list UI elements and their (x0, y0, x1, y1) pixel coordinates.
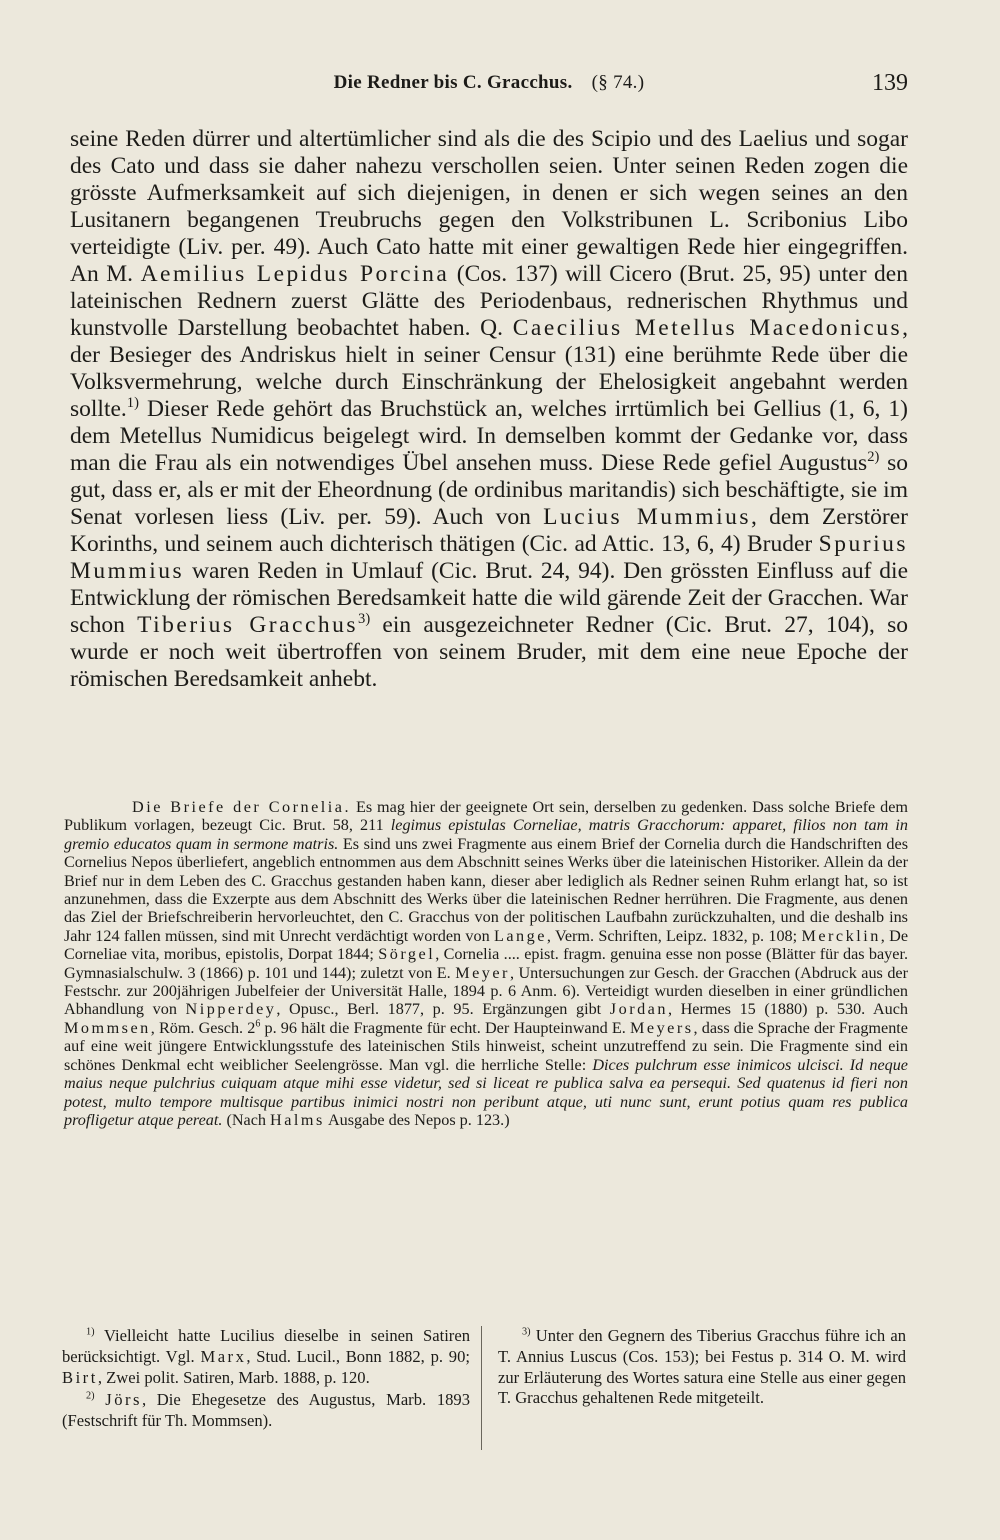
small-print-note (64, 798, 908, 1129)
footnote-2: $^{2)}$ Jörs, Die Ehegesetze des Augustus, Marb. 1893 (Festschrift für Th. Mommsen). (62, 1390, 471, 1431)
running-head-title: Die Redner bis C. Gracchus. (333, 72, 573, 93)
section-reference: (§ 74.) (591, 72, 645, 93)
spaced-name: Aemilius Lepidus Porcina (140, 261, 450, 287)
spaced-name: Caecilius Metellus Macedonicus (512, 315, 903, 341)
footnote-ref: 2) (867, 449, 880, 466)
footnotes-left-column (62, 1326, 470, 1434)
footnote-ref: 3) (358, 611, 371, 628)
footnote-ref: 1) (126, 395, 139, 412)
note-heading: Die Briefe der Cornelia. (132, 798, 352, 816)
page-number: 139 (872, 70, 908, 96)
main-paragraph: seine Reden dürrer und altertümlicher sind als die des Scipio und des Laelius und sogar des Cato und dass sie daher nahezu verschollen seien. Unter seinen Reden zogen die grösste Aufmerksamkeit auf sich diejenigen, in denen er sich wegen seines an den Lusitanern begangenen Treubruchs gegen den Volkstribunen L. Scribonius Libo verteidigte (Liv. per. 49). Auch Cato hatte mit einer gewaltigen Rede hier eingegriffen. An M. Aemilius Lepidus Porcina (Cos. 137) will Cicero (Brut. 25, 95) unter den lateinischen Rednern zuerst Glätte des Periodenbaus, rednerischen Rhythmus und kunstvolle Darstellung beobachtet haben. Q. Caecilius Metellus Macedonicus, der Besieger des Andriskus hielt in seiner Censur (131) eine berühmte Rede über die Volksvermehrung, welche durch Einschränkung der Ehelosigkeit angebahnt werden sollte.$^{1)}$ Dieser Rede gehört das Bruchstück an, welches irrtümlich bei Gellius (1, 6, 1) dem Metellus Numidicus beigelegt wird. In demselben kommt der Gedanke vor, dass man die Frau als ein notwendiges Übel ansehen muss. Diese Rede gefiel Augustus$^{2)}$ so gut, dass er, als er mit der Eheordnung (de ordinibus maritandis) sich beschäftigte, sie im Senat vorlesen liess (Liv. per. 59). Auch von Lucius Mummius, dem Zerstörer Korinths, und seinem auch dichterisch thätigen (Cic. ad Attic. 13, 6, 4) Bruder Spurius Mummius waren Reden in Umlauf (Cic. Brut. 24, 94). Den grössten Einfluss auf die Entwicklung der römischen Beredsamkeit hatte die wild gärende Zeit der Gracchen. War schon Tiberius Gracchus$^{3)}$ ein ausgezeichneter Redner (Cic. Brut. 27, 104), so wurde er noch weit übertroffen von seinem Bruder, mit dem eine neue Epoche der römischen Beredsamkeit anhebt. (70, 126, 908, 692)
note-paragraph: Die Briefe der Cornelia. Es mag hier der geeignete Ort sein, derselben zu gedenken. Dass solche Briefe dem Publikum vorlagen, bezeugt Cic. Brut. 58, 211 legimus epistulas Corneliae, matris Gracchorum: apparet, filios non tam in gremio educatos quam in sermone matris. Es sind uns zwei Fragmente aus einem Brief der Cornelia durch die Handschriften des Cornelius Nepos überliefert, angeblich entnommen aus dem Abschnitt seines Werks über die lateinischen Historiker. Allein da der Brief nur in dem Leben des C. Gracchus gestanden haben kann, dieser aber lediglich als Redner seinen Ruhm erlangt hat, so ist anzunehmen, dass die Exzerpte aus dem Abschnitt des Werks über die lateinischen Redner herrühren. Die Fragmente, aus denen das Ziel der Briefschreiberin hervorleuchtet, den C. Gracchus von der politischen Laufbahn zurückzuhalten, und die deshalb ins Jahr 124 fallen müssen, sind mit Unrecht verdächtigt worden von Lange, Verm. Schriften, Leipz. 1832, p. 108; Mercklin, De Corneliae vita, moribus, epistolis, Dorpat 1844; Sörgel, Cornelia .... epist. fragm. genuina esse non posse (Blätter für das bayer. Gymnasialschulw. 3 (1866) p. 101 und 144); zuletzt von E. Meyer, Untersuchungen zur Gesch. der Gracchen (Abdruck aus der Festschr. zur 200jährigen Jubelfeier der Universität Halle, 1894 p. 6 Anm. 6). Verteidigt wurden dieselben in einer gründlichen Abhandlung von Nipperdey, Opusc., Berl. 1877, p. 95. Ergänzungen gibt Jordan, Hermes 15 (1880) p. 530. Auch Mommsen, Röm. Gesch. $2^6$ p. 96 hält die Fragmente für echt. Der Haupteinwand E. Meyers, dass die Sprache der Fragmente auf eine weit jüngere Entwicklungsstufe des lateinischen Stils hinweist, scheint unzutreffend zu sein. Die Fragmente sind ein schönes Denkmal echt weiblicher Seelengrösse. Man vgl. die herrliche Stelle: Dices pulchrum esse inimicos ulcisci. Id neque maius neque pulchrius cuiquam atque mihi esse videtur, sed si liceat re publica salva ea persequi. Sed quatenus id fieri non potest, multo tempore multisque partibus inimici nostri non peribunt atque, uti nunc sunt, erunt potius quam res publica profligetur atque pereat. (Nach Halms Ausgabe des Nepos p. 123.) (64, 798, 909, 1129)
footnotes-right-column (498, 1326, 906, 1411)
latin-quote: Dices pulchrum esse inimicos ulcisci. Id neque maius neque pulchrius cuiquam atque mihi esse videtur, sed si liceat re publica salva ea persequi. Sed quatenus id fieri non potest, multo tempore multisque partibus inimici nostri non peribunt atque, uti nunc sunt, erunt potius quam res publica profligetur atque pereat. (64, 1055, 908, 1129)
column-divider (481, 1326, 482, 1450)
page-header (70, 68, 908, 104)
spaced-name: Tiberius Gracchus (137, 612, 359, 638)
main-text (70, 126, 908, 693)
footnote-1: $^{1)}$ Vielleicht hatte Lucilius dieselbe in seinen Satiren berücksichtigt. Vgl. Marx, Stud. Lucil., Bonn 1882, p. 90; Birt, Zwei polit. Satiren, Marb. 1888, p. 120. (62, 1326, 470, 1387)
spaced-name: Lucius Mummius (543, 504, 752, 530)
footnote-3: $^{3)}$ Unter den Gegnern des Tiberius Gracchus führe ich an T. Annius Luscus (Cos. 153); bei Festus p. 314 O. M. wird zur Erläuterung des Wortes satura eine Stelle aus einer gegen T. Gracchus gehaltenen Rede mitgeteilt. (498, 1326, 906, 1408)
spaced-name: Spurius Mummius (70, 531, 908, 584)
latin-quote: legimus epistulas Corneliae, matris Gracchorum: apparet, filios non tam in gremio educatos quam in sermone matris. (64, 816, 908, 853)
running-head (70, 72, 908, 94)
